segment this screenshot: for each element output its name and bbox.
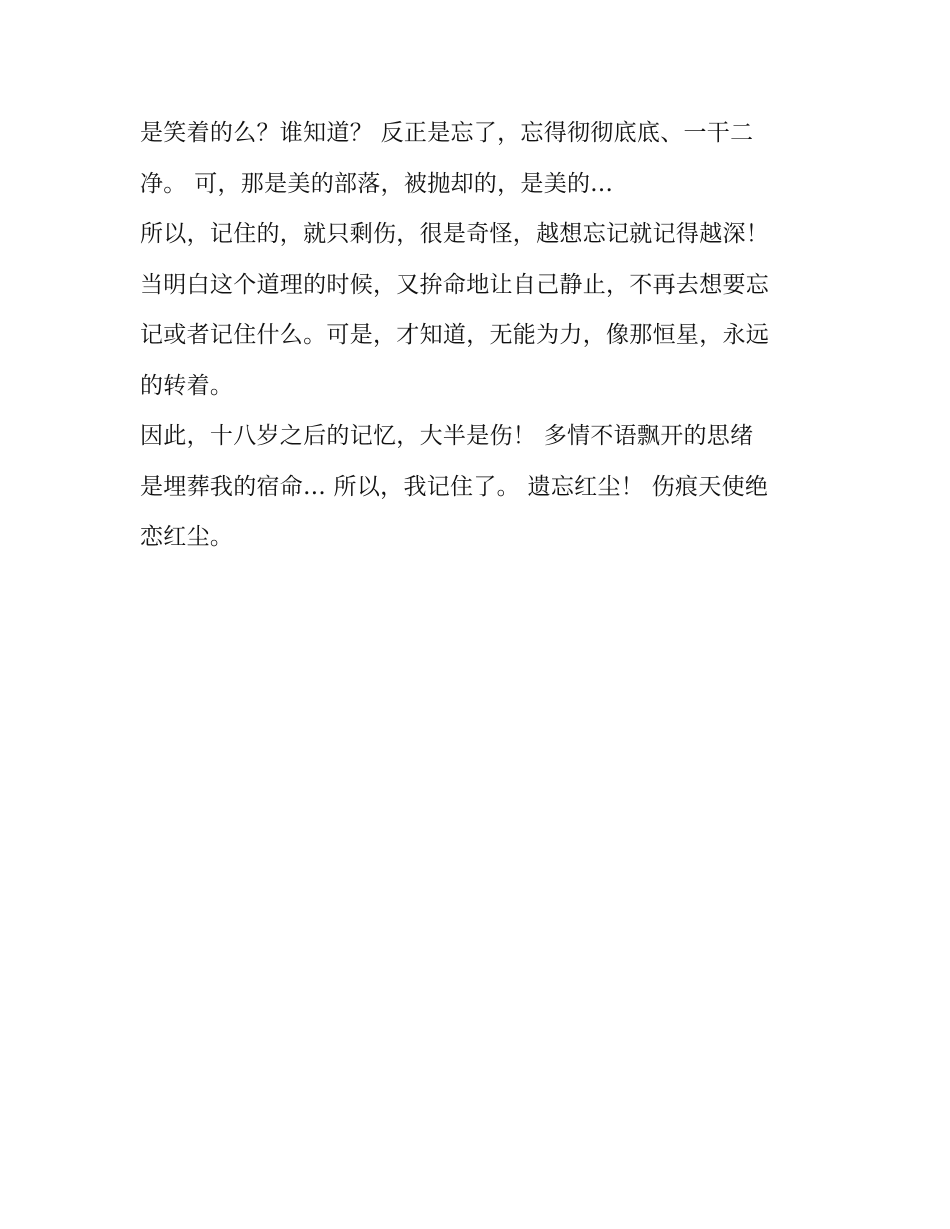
- document-body: [140, 108, 820, 563]
- paragraph-1: [140, 108, 820, 209]
- text-line: 因此，十八岁之后的记忆，大半是伤！ 多情不语飘开的思绪: [140, 423, 754, 449]
- text-line: 是埋葬我的宿命... 所以，我记住了。 遗忘红尘！ 伤痕天使绝: [140, 473, 769, 500]
- text-line: 的转着。: [140, 372, 234, 399]
- paragraph-2: [140, 209, 820, 411]
- text-line: 记或者记住什么。可是，才知道，无能为力，像那恒星，永远: [140, 322, 770, 348]
- text-line: 恋红尘。: [140, 524, 234, 550]
- text-line: 当明白这个道理的时候，又拚命地让自己静止，不再去想要忘: [140, 271, 770, 298]
- text-line: 净。 可，那是美的部落，被抛却的，是美的...: [140, 170, 614, 197]
- paragraph-3: [140, 411, 820, 563]
- text-line: 是笑着的么？谁知道？ 反正是忘了，忘得彻彻底底、一干二: [140, 120, 754, 146]
- text-line: 所以，记住的，就只剩伤，很是奇怪，越想忘记就记得越深！: [140, 221, 770, 247]
